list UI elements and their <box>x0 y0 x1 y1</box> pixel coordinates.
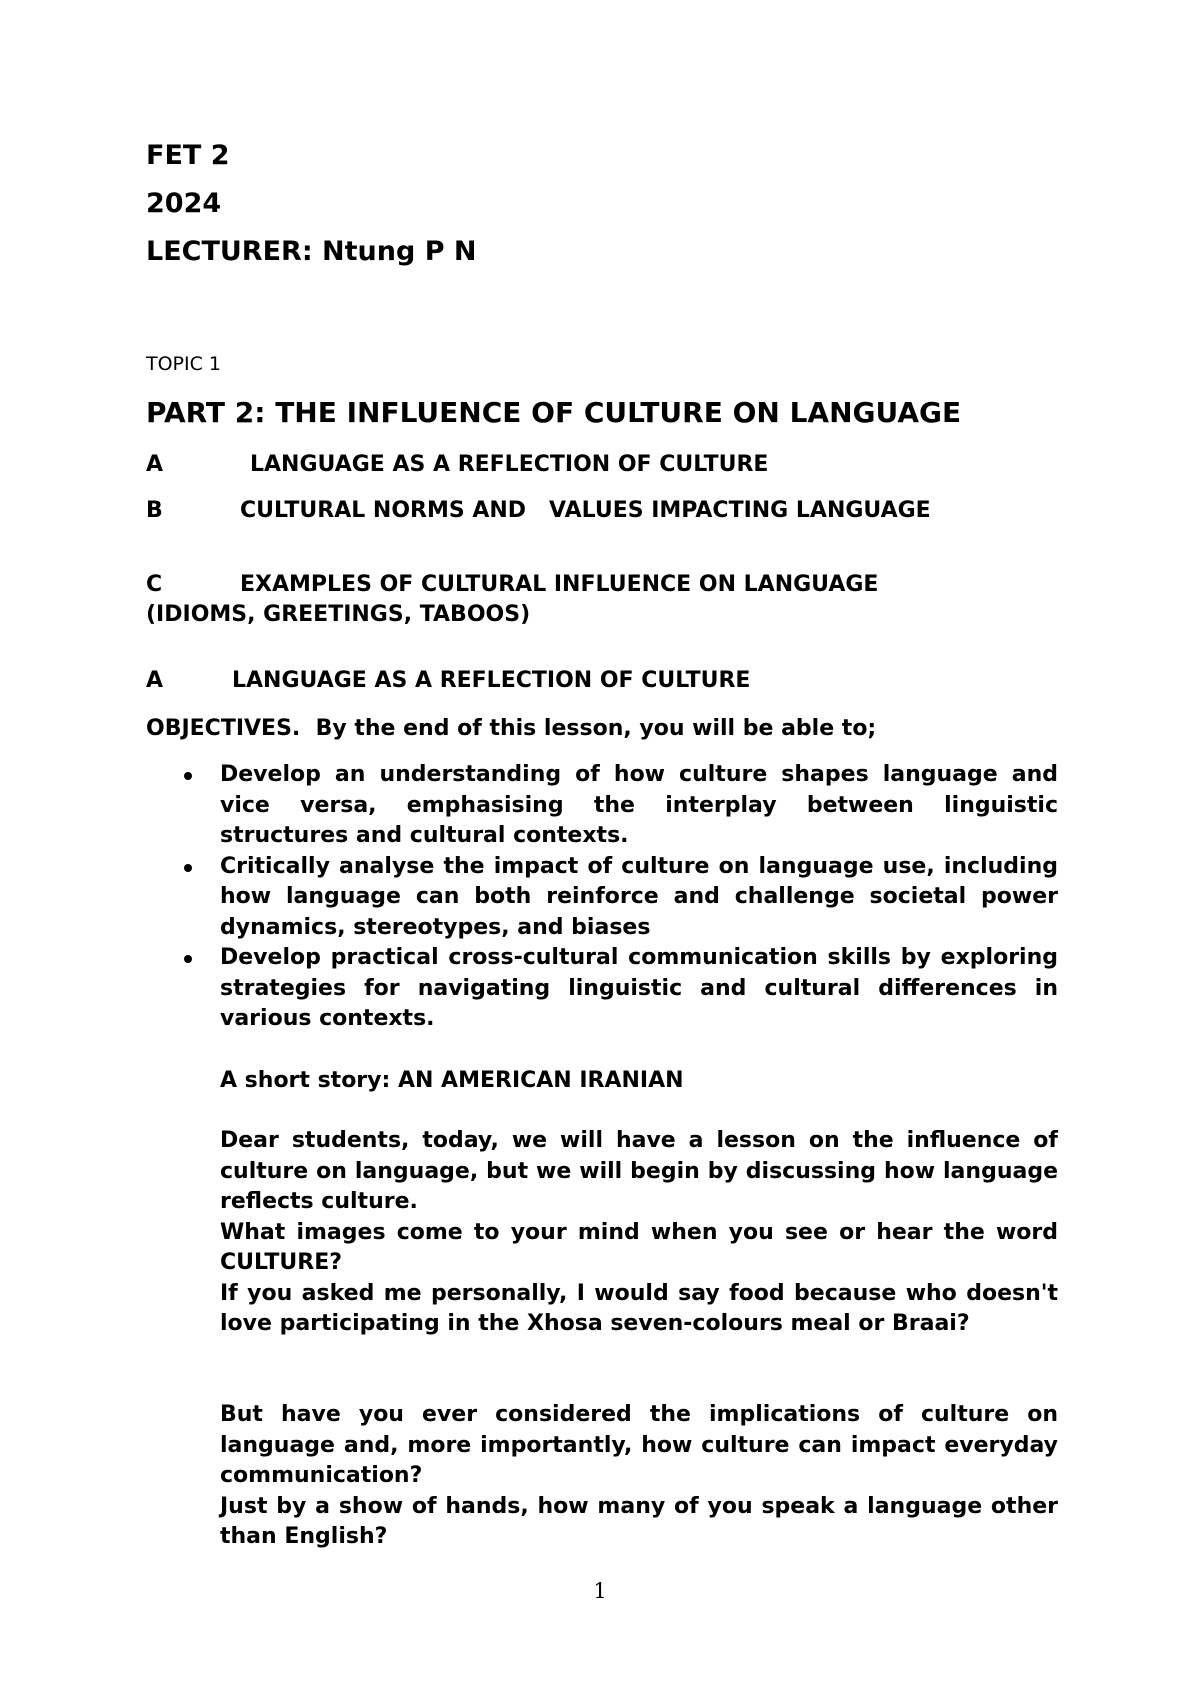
outline-item-c <box>146 570 879 630</box>
paragraph: What images come to your mind when you see or hear the word CULTURE? <box>220 1219 1058 1275</box>
section-a-heading <box>146 666 751 696</box>
outline-item-b <box>146 496 931 526</box>
objective-text: Develop an understanding of how culture shapes language and vice versa, emphasising the interplay between linguistic structures and cultural contexts. <box>220 762 1058 848</box>
objective-text: Develop practical cross-cultural communication skills by exploring strategies for navigating linguistic and cultural differences in various contexts. <box>220 945 1058 1031</box>
outline-continuation: (IDIOMS, GREETINGS, TABOOS) <box>146 602 531 627</box>
section-title: LANGUAGE AS A REFLECTION OF CULTURE <box>232 668 751 693</box>
year: 2024 <box>146 188 222 219</box>
outline-text: EXAMPLES OF CULTURAL INFLUENCE ON LANGUAGE <box>240 572 879 597</box>
outline-letter: B <box>146 498 163 523</box>
lecturer-line: LECTURER: Ntung P N <box>146 236 477 267</box>
objectives-intro: OBJECTIVES. By the end of this lesson, you will be able to; <box>146 716 877 741</box>
bullet-icon <box>184 772 192 780</box>
paragraph: Dear students, today, we will have a lesson on the influence of culture on language, but we will begin by discussing how language reflects culture. <box>220 1128 1058 1214</box>
part-title: PART 2: THE INFLUENCE OF CULTURE ON LANGUAGE <box>146 396 962 429</box>
course-code: FET 2 <box>146 140 230 171</box>
objective-item <box>176 852 1058 944</box>
outline-text: LANGUAGE AS A REFLECTION OF CULTURE <box>250 452 769 477</box>
body-paragraphs-1 <box>220 1126 1058 1340</box>
page-number: 1 <box>593 1579 607 1603</box>
outline-text: CULTURAL NORMS AND VALUES IMPACTING LANGUAGE <box>240 498 931 523</box>
paragraph: If you asked me personally, I would say food because who doesn't love participating in the Xhosa seven-colours meal or Braai? <box>220 1280 1058 1336</box>
objective-item <box>176 943 1058 1035</box>
outline-item-a <box>146 450 769 480</box>
paragraph: Just by a show of hands, how many of you speak a language other than English? <box>220 1493 1058 1549</box>
section-letter: A <box>146 668 164 693</box>
body-paragraphs-2 <box>220 1400 1058 1553</box>
outline-letter: C <box>146 572 163 597</box>
bullet-icon <box>184 955 192 963</box>
paragraph: But have you ever considered the implications of culture on language and, more importantly, how culture can impact everyday communication? <box>220 1402 1058 1488</box>
objective-item <box>176 760 1058 852</box>
outline-letter: A <box>146 452 164 477</box>
objective-text: Critically analyse the impact of culture on language use, including how language can both reinforce and challenge societal power dynamics, stereotypes, and biases <box>220 853 1058 940</box>
topic-label: TOPIC 1 <box>146 353 222 375</box>
story-title: A short story: AN AMERICAN IRANIAN <box>220 1068 684 1093</box>
bullet-icon <box>184 864 192 872</box>
objectives-list <box>176 760 1058 1035</box>
